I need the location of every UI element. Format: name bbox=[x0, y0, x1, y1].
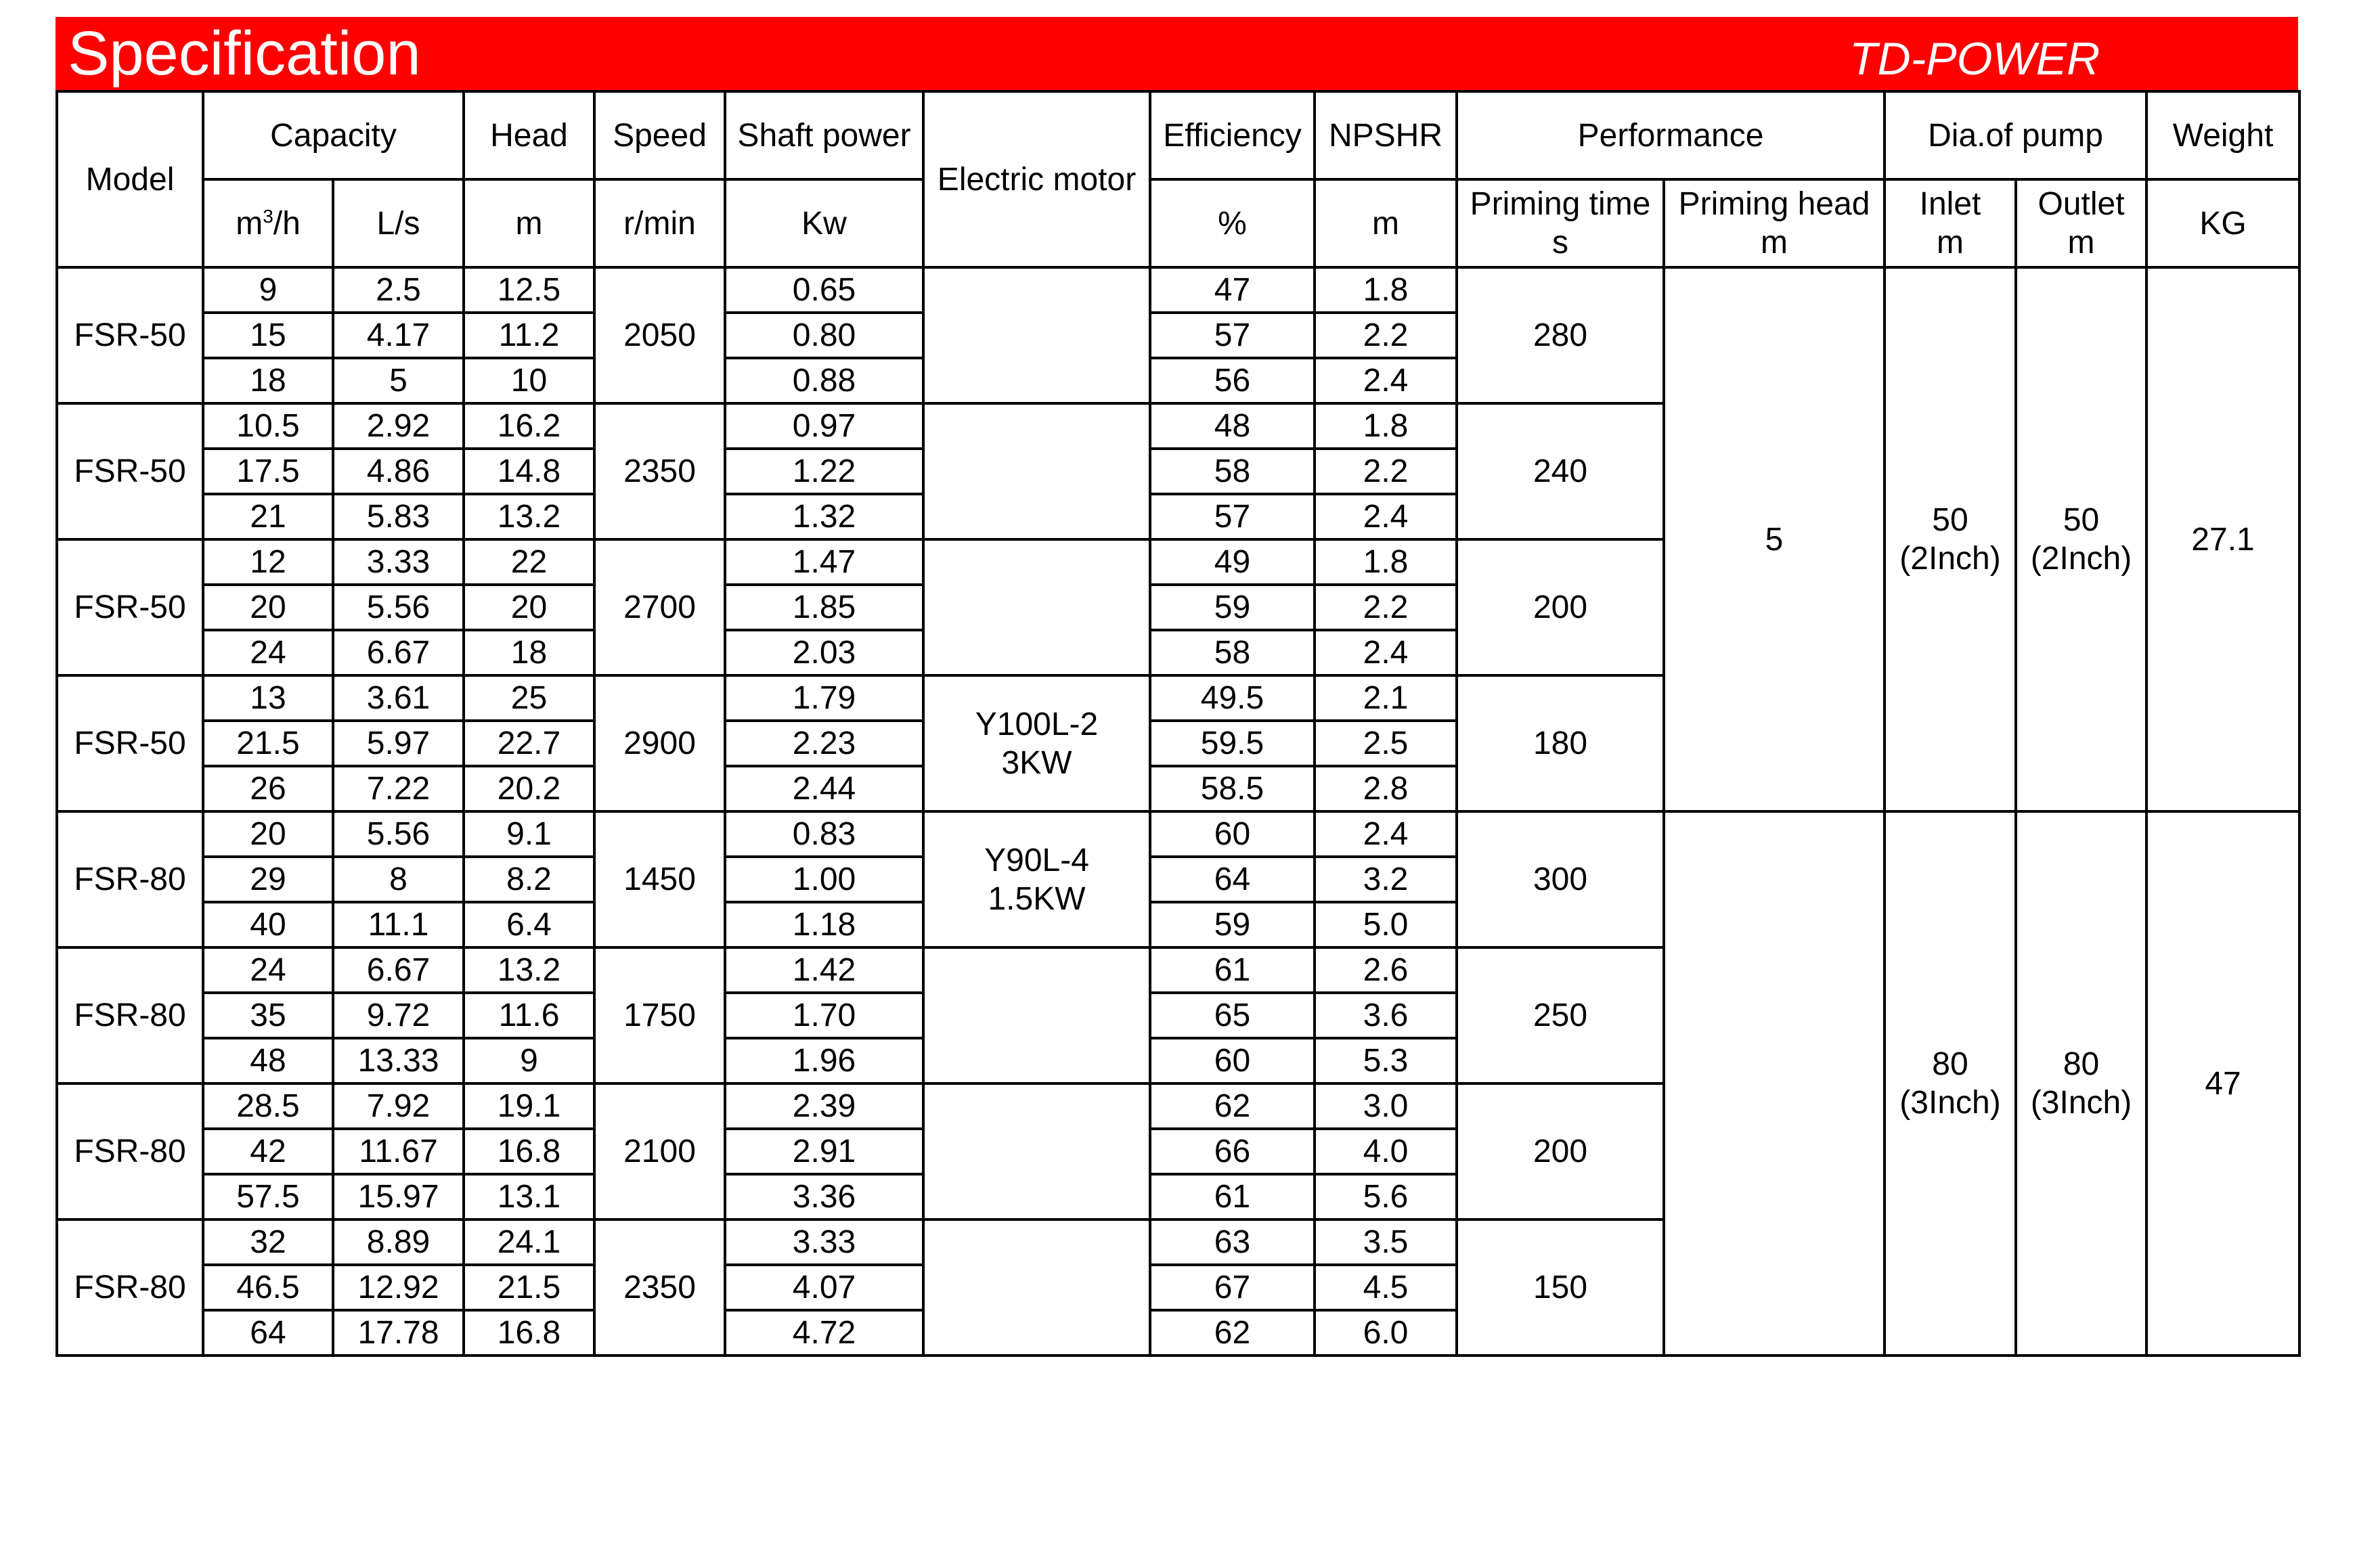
model-cell: FSR-50 bbox=[57, 675, 203, 811]
capacity-m3h-cell: 13 bbox=[203, 675, 333, 721]
capacity-m3h-cell: 57.5 bbox=[203, 1174, 333, 1219]
efficiency-cell: 66 bbox=[1150, 1129, 1315, 1174]
head-cell: 13.2 bbox=[464, 947, 594, 993]
efficiency-cell: 60 bbox=[1150, 1038, 1315, 1083]
priming-time-cell: 200 bbox=[1457, 539, 1664, 675]
efficiency-cell: 58.5 bbox=[1150, 766, 1315, 811]
capacity-m3h-cell: 24 bbox=[203, 630, 333, 675]
shaft-power-cell: 2.03 bbox=[725, 630, 923, 675]
head-cell: 18 bbox=[464, 630, 594, 675]
head-cell: 25 bbox=[464, 675, 594, 721]
priming-time-cell: 240 bbox=[1457, 403, 1664, 539]
efficiency-cell: 60 bbox=[1150, 811, 1315, 857]
npshr-cell: 2.4 bbox=[1315, 358, 1457, 403]
capacity-ls-cell: 3.33 bbox=[333, 539, 464, 585]
shaft-power-cell: 1.18 bbox=[725, 902, 923, 947]
efficiency-cell: 67 bbox=[1150, 1265, 1315, 1310]
speed-cell: 2350 bbox=[594, 1219, 725, 1356]
capacity-ls-cell: 5 bbox=[333, 358, 464, 403]
capacity-ls-cell: 4.17 bbox=[333, 313, 464, 358]
unit-weight: KG bbox=[2146, 179, 2299, 267]
capacity-m3h-cell: 64 bbox=[203, 1310, 333, 1356]
capacity-ls-cell: 5.97 bbox=[333, 721, 464, 766]
model-cell: FSR-80 bbox=[57, 947, 203, 1083]
npshr-cell: 3.5 bbox=[1315, 1219, 1457, 1265]
npshr-cell: 4.0 bbox=[1315, 1129, 1457, 1174]
shaft-power-cell: 1.42 bbox=[725, 947, 923, 993]
speed-cell: 2700 bbox=[594, 539, 725, 675]
col-header-head: Head bbox=[464, 91, 594, 179]
shaft-power-cell: 4.07 bbox=[725, 1265, 923, 1310]
efficiency-cell: 59.5 bbox=[1150, 721, 1315, 766]
head-cell: 13.1 bbox=[464, 1174, 594, 1219]
unit-capacity-m3h: $m^3/h$ bbox=[203, 179, 333, 267]
efficiency-cell: 49.5 bbox=[1150, 675, 1315, 721]
head-cell: 20.2 bbox=[464, 766, 594, 811]
subheader-outlet: Outlet m bbox=[2016, 179, 2146, 267]
capacity-m3h-cell: 24 bbox=[203, 947, 333, 993]
capacity-ls-cell: 8 bbox=[333, 857, 464, 902]
weight-cell: 27.1 bbox=[2146, 267, 2299, 811]
page-title: Specification bbox=[68, 19, 421, 88]
unit-npshr: m bbox=[1315, 179, 1457, 267]
capacity-ls-cell: 17.78 bbox=[333, 1310, 464, 1356]
capacity-ls-cell: 3.61 bbox=[333, 675, 464, 721]
efficiency-cell: 57 bbox=[1150, 494, 1315, 539]
capacity-m3h-cell: 42 bbox=[203, 1129, 333, 1174]
efficiency-cell: 58 bbox=[1150, 449, 1315, 494]
capacity-m3h-cell: 20 bbox=[203, 811, 333, 857]
head-cell: 10 bbox=[464, 358, 594, 403]
priming-head-cell: 5 bbox=[1664, 267, 1885, 811]
model-cell: FSR-80 bbox=[57, 1219, 203, 1356]
col-header-electric-motor: Electric motor bbox=[923, 91, 1150, 267]
capacity-m3h-cell: 21 bbox=[203, 494, 333, 539]
capacity-m3h-cell: 32 bbox=[203, 1219, 333, 1265]
head-cell: 11.2 bbox=[464, 313, 594, 358]
capacity-m3h-cell: 28.5 bbox=[203, 1083, 333, 1129]
shaft-power-cell: 1.96 bbox=[725, 1038, 923, 1083]
inlet-diameter-cell: 80 (3Inch) bbox=[1885, 811, 2016, 1356]
head-cell: 19.1 bbox=[464, 1083, 594, 1129]
head-cell: 20 bbox=[464, 585, 594, 630]
shaft-power-cell: 0.88 bbox=[725, 358, 923, 403]
capacity-m3h-cell: 15 bbox=[203, 313, 333, 358]
npshr-cell: 2.4 bbox=[1315, 630, 1457, 675]
npshr-cell: 5.3 bbox=[1315, 1038, 1457, 1083]
shaft-power-cell: 1.85 bbox=[725, 585, 923, 630]
capacity-m3h-cell: 12 bbox=[203, 539, 333, 585]
col-header-weight: Weight bbox=[2146, 91, 2299, 179]
head-cell: 22 bbox=[464, 539, 594, 585]
brand-name: TD-POWER bbox=[1849, 33, 2100, 85]
head-cell: 9 bbox=[464, 1038, 594, 1083]
electric-motor-cell bbox=[923, 267, 1150, 403]
npshr-cell: 3.2 bbox=[1315, 857, 1457, 902]
efficiency-cell: 63 bbox=[1150, 1219, 1315, 1265]
capacity-m3h-cell: 40 bbox=[203, 902, 333, 947]
shaft-power-cell: 0.65 bbox=[725, 267, 923, 313]
table-row bbox=[57, 811, 2299, 857]
col-header-capacity: Capacity bbox=[203, 91, 464, 179]
capacity-ls-cell: 5.56 bbox=[333, 811, 464, 857]
efficiency-cell: 62 bbox=[1150, 1310, 1315, 1356]
efficiency-cell: 59 bbox=[1150, 585, 1315, 630]
npshr-cell: 2.1 bbox=[1315, 675, 1457, 721]
specification-table bbox=[56, 90, 2301, 1357]
efficiency-cell: 58 bbox=[1150, 630, 1315, 675]
table-row bbox=[57, 267, 2299, 313]
capacity-m3h-cell: 46.5 bbox=[203, 1265, 333, 1310]
speed-cell: 2050 bbox=[594, 267, 725, 403]
capacity-ls-cell: 5.83 bbox=[333, 494, 464, 539]
shaft-power-cell: 3.36 bbox=[725, 1174, 923, 1219]
outlet-diameter-cell: 80 (3Inch) bbox=[2016, 811, 2146, 1356]
shaft-power-cell: 1.79 bbox=[725, 675, 923, 721]
efficiency-cell: 48 bbox=[1150, 403, 1315, 449]
npshr-cell: 1.8 bbox=[1315, 539, 1457, 585]
head-cell: 11.6 bbox=[464, 993, 594, 1038]
capacity-ls-cell: 15.97 bbox=[333, 1174, 464, 1219]
capacity-m3h-cell: 10.5 bbox=[203, 403, 333, 449]
capacity-ls-cell: 6.67 bbox=[333, 947, 464, 993]
efficiency-cell: 62 bbox=[1150, 1083, 1315, 1129]
table-body bbox=[57, 267, 2299, 1356]
npshr-cell: 5.0 bbox=[1315, 902, 1457, 947]
capacity-ls-cell: 9.72 bbox=[333, 993, 464, 1038]
col-header-performance: Performance bbox=[1457, 91, 1885, 179]
npshr-cell: 2.6 bbox=[1315, 947, 1457, 993]
model-cell: FSR-80 bbox=[57, 1083, 203, 1219]
efficiency-cell: 56 bbox=[1150, 358, 1315, 403]
outlet-diameter-cell: 50 (2Inch) bbox=[2016, 267, 2146, 811]
capacity-m3h-cell: 17.5 bbox=[203, 449, 333, 494]
priming-head-cell bbox=[1664, 811, 1885, 1356]
priming-time-cell: 180 bbox=[1457, 675, 1664, 811]
weight-cell: 47 bbox=[2146, 811, 2299, 1356]
npshr-cell: 2.4 bbox=[1315, 494, 1457, 539]
npshr-cell: 2.5 bbox=[1315, 721, 1457, 766]
capacity-m3h-cell: 26 bbox=[203, 766, 333, 811]
subheader-priming-head: Priming head m bbox=[1664, 179, 1885, 267]
col-header-npshr: NPSHR bbox=[1315, 91, 1457, 179]
speed-cell: 2900 bbox=[594, 675, 725, 811]
shaft-power-cell: 0.83 bbox=[725, 811, 923, 857]
npshr-cell: 2.2 bbox=[1315, 585, 1457, 630]
capacity-ls-cell: 6.67 bbox=[333, 630, 464, 675]
shaft-power-cell: 2.23 bbox=[725, 721, 923, 766]
npshr-cell: 2.4 bbox=[1315, 811, 1457, 857]
col-header-dia-of-pump: Dia.of pump bbox=[1885, 91, 2146, 179]
npshr-cell: 2.2 bbox=[1315, 313, 1457, 358]
electric-motor-cell: Y100L-2 3KW bbox=[923, 675, 1150, 811]
efficiency-cell: 47 bbox=[1150, 267, 1315, 313]
head-cell: 9.1 bbox=[464, 811, 594, 857]
capacity-ls-cell: 8.89 bbox=[333, 1219, 464, 1265]
npshr-cell: 2.2 bbox=[1315, 449, 1457, 494]
electric-motor-cell bbox=[923, 1219, 1150, 1356]
efficiency-cell: 61 bbox=[1150, 1174, 1315, 1219]
speed-cell: 1750 bbox=[594, 947, 725, 1083]
capacity-ls-cell: 11.1 bbox=[333, 902, 464, 947]
shaft-power-cell: 1.32 bbox=[725, 494, 923, 539]
shaft-power-cell: 2.44 bbox=[725, 766, 923, 811]
shaft-power-cell: 1.22 bbox=[725, 449, 923, 494]
unit-head: m bbox=[464, 179, 594, 267]
unit-shaft-power: Kw bbox=[725, 179, 923, 267]
capacity-m3h-cell: 29 bbox=[203, 857, 333, 902]
head-cell: 16.8 bbox=[464, 1129, 594, 1174]
capacity-ls-cell: 2.5 bbox=[333, 267, 464, 313]
capacity-ls-cell: 2.92 bbox=[333, 403, 464, 449]
efficiency-cell: 64 bbox=[1150, 857, 1315, 902]
npshr-cell: 5.6 bbox=[1315, 1174, 1457, 1219]
subheader-inlet: Inlet m bbox=[1885, 179, 2016, 267]
electric-motor-cell bbox=[923, 1083, 1150, 1219]
shaft-power-cell: 2.39 bbox=[725, 1083, 923, 1129]
npshr-cell: 2.8 bbox=[1315, 766, 1457, 811]
npshr-cell: 3.6 bbox=[1315, 993, 1457, 1038]
col-header-model: Model bbox=[57, 91, 203, 267]
efficiency-cell: 57 bbox=[1150, 313, 1315, 358]
head-cell: 12.5 bbox=[464, 267, 594, 313]
speed-cell: 2100 bbox=[594, 1083, 725, 1219]
shaft-power-cell: 1.47 bbox=[725, 539, 923, 585]
speed-cell: 1450 bbox=[594, 811, 725, 947]
col-header-efficiency: Efficiency bbox=[1150, 91, 1315, 179]
electric-motor-cell bbox=[923, 539, 1150, 675]
model-cell: FSR-50 bbox=[57, 539, 203, 675]
capacity-ls-cell: 7.22 bbox=[333, 766, 464, 811]
priming-time-cell: 300 bbox=[1457, 811, 1664, 947]
shaft-power-cell: 0.97 bbox=[725, 403, 923, 449]
shaft-power-cell: 1.00 bbox=[725, 857, 923, 902]
priming-time-cell: 200 bbox=[1457, 1083, 1664, 1219]
head-cell: 16.8 bbox=[464, 1310, 594, 1356]
npshr-cell: 3.0 bbox=[1315, 1083, 1457, 1129]
npshr-cell: 1.8 bbox=[1315, 267, 1457, 313]
unit-capacity-ls: L/s bbox=[333, 179, 464, 267]
capacity-ls-cell: 13.33 bbox=[333, 1038, 464, 1083]
capacity-ls-cell: 11.67 bbox=[333, 1129, 464, 1174]
shaft-power-cell: 2.91 bbox=[725, 1129, 923, 1174]
npshr-cell: 6.0 bbox=[1315, 1310, 1457, 1356]
capacity-m3h-cell: 21.5 bbox=[203, 721, 333, 766]
title-banner bbox=[56, 17, 2298, 90]
inlet-diameter-cell: 50 (2Inch) bbox=[1885, 267, 2016, 811]
electric-motor-cell: Y90L-4 1.5KW bbox=[923, 811, 1150, 947]
head-cell: 22.7 bbox=[464, 721, 594, 766]
shaft-power-cell: 1.70 bbox=[725, 993, 923, 1038]
capacity-m3h-cell: 35 bbox=[203, 993, 333, 1038]
capacity-m3h-cell: 48 bbox=[203, 1038, 333, 1083]
capacity-m3h-cell: 18 bbox=[203, 358, 333, 403]
priming-time-cell: 280 bbox=[1457, 267, 1664, 403]
shaft-power-cell: 4.72 bbox=[725, 1310, 923, 1356]
capacity-ls-cell: 4.86 bbox=[333, 449, 464, 494]
capacity-ls-cell: 5.56 bbox=[333, 585, 464, 630]
head-cell: 24.1 bbox=[464, 1219, 594, 1265]
capacity-m3h-cell: 9 bbox=[203, 267, 333, 313]
col-header-speed: Speed bbox=[594, 91, 725, 179]
col-header-shaft-power: Shaft power bbox=[725, 91, 923, 179]
subheader-priming-time: Priming time s bbox=[1457, 179, 1664, 267]
npshr-cell: 4.5 bbox=[1315, 1265, 1457, 1310]
npshr-cell: 1.8 bbox=[1315, 403, 1457, 449]
capacity-m3h-cell: 20 bbox=[203, 585, 333, 630]
electric-motor-cell bbox=[923, 403, 1150, 539]
unit-speed: r/min bbox=[594, 179, 725, 267]
speed-cell: 2350 bbox=[594, 403, 725, 539]
capacity-ls-cell: 7.92 bbox=[333, 1083, 464, 1129]
head-cell: 21.5 bbox=[464, 1265, 594, 1310]
head-cell: 16.2 bbox=[464, 403, 594, 449]
model-cell: FSR-50 bbox=[57, 403, 203, 539]
electric-motor-cell bbox=[923, 947, 1150, 1083]
head-cell: 14.8 bbox=[464, 449, 594, 494]
capacity-ls-cell: 12.92 bbox=[333, 1265, 464, 1310]
head-cell: 8.2 bbox=[464, 857, 594, 902]
priming-time-cell: 150 bbox=[1457, 1219, 1664, 1356]
efficiency-cell: 59 bbox=[1150, 902, 1315, 947]
efficiency-cell: 49 bbox=[1150, 539, 1315, 585]
model-cell: FSR-50 bbox=[57, 267, 203, 403]
efficiency-cell: 61 bbox=[1150, 947, 1315, 993]
priming-time-cell: 250 bbox=[1457, 947, 1664, 1083]
shaft-power-cell: 3.33 bbox=[725, 1219, 923, 1265]
unit-efficiency: % bbox=[1150, 179, 1315, 267]
head-cell: 6.4 bbox=[464, 902, 594, 947]
efficiency-cell: 65 bbox=[1150, 993, 1315, 1038]
head-cell: 13.2 bbox=[464, 494, 594, 539]
model-cell: FSR-80 bbox=[57, 811, 203, 947]
shaft-power-cell: 0.80 bbox=[725, 313, 923, 358]
